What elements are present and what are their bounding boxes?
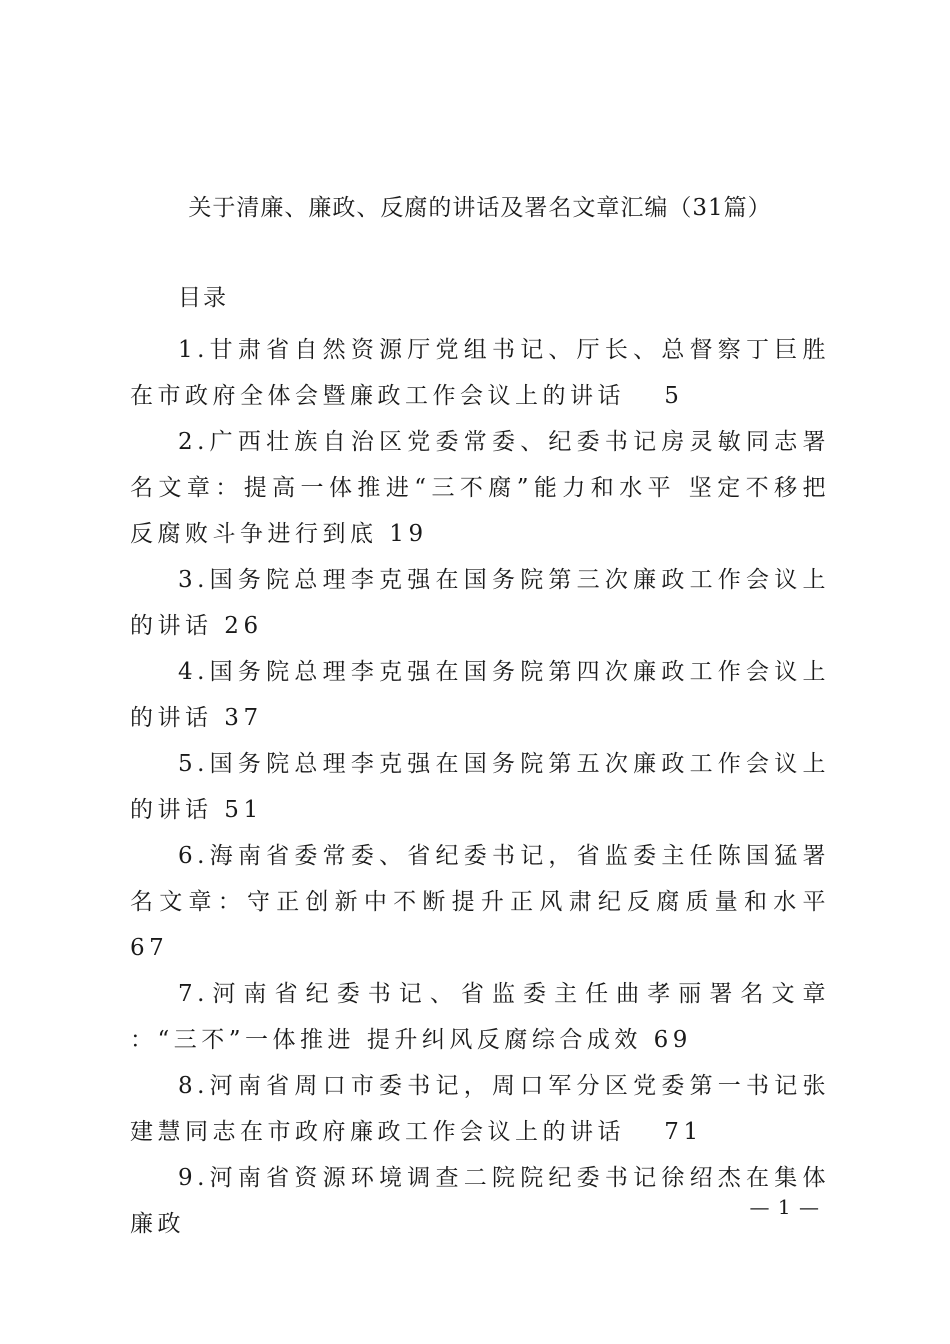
toc-item-5: 5.国务院总理李克强在国务院第五次廉政工作会议上的讲话 51 (130, 751, 830, 823)
toc-item-4: 4.国务院总理李克强在国务院第四次廉政工作会议上的讲话 37 (130, 659, 830, 731)
page-title: 关于清廉、廉政、反腐的讲话及署名文章汇编（31篇） (188, 195, 772, 221)
toc-item-8: 8.河南省周口市委书记，周口军分区党委第一书记张建慧同志在市政府廉政工作会议上的讲话 71 (130, 1073, 830, 1145)
toc-item-2: 2.广西壮族自治区党委常委、纪委书记房灵敏同志署名文章：提高一体推进“三不腐”能力和水平 坚定不移把反腐败斗争进行到底 19 (130, 429, 830, 547)
toc-heading: 目录 (178, 285, 228, 311)
page-number: — 1 — (749, 1195, 820, 1219)
toc-item-1: 1.甘肃省自然资源厅党组书记、厅长、总督察丁巨胜在市政府全体会暨廉政工作会议上的讲话 5 (130, 337, 830, 409)
toc-item-6: 6.海南省委常委、省纪委书记，省监委主任陈国猛署名文章：守正创新中不断提升正风肃纪反腐质量和水平 67 (130, 843, 830, 961)
toc-item-7: 7.河南省纪委书记、省监委主任曲孝丽署名文章 ：“三不”一体推进 提升纠风反腐综合成效 69 (130, 981, 830, 1053)
toc-item-3: 3.国务院总理李克强在国务院第三次廉政工作会议上的讲话 26 (130, 567, 830, 639)
toc-item-9: 9.河南省资源环境调查二院院纪委书记徐绍杰在集体廉政 (130, 1165, 830, 1237)
toc-list (130, 327, 830, 1247)
